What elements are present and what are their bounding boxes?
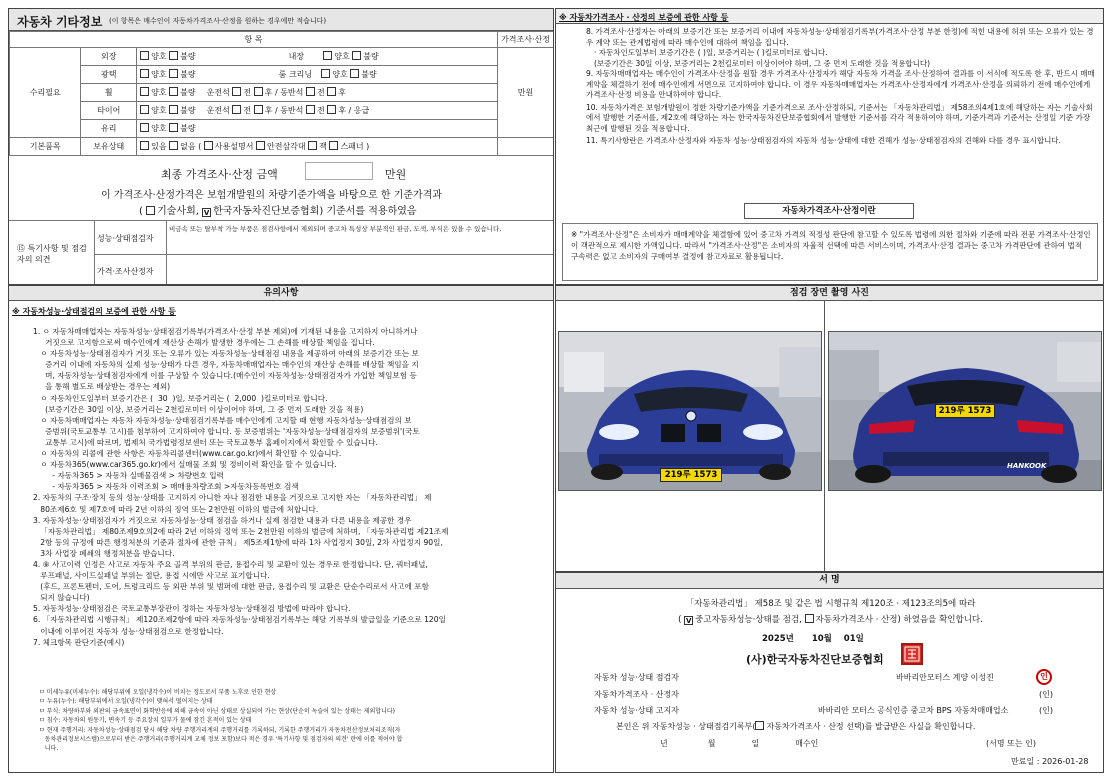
notes-line: ㅇ 자동차의 리콜에 관한 사항은 자동차리콜센터(www.car.go.kr)에서 확인할 수 있습니다.	[33, 449, 342, 459]
exterior-bad-checkbox[interactable]	[169, 51, 178, 60]
receipt-line: 본인은 위 자동차성능 · 상태점검기록부( 자동차가격조사 · 산정 선택)를 발급받은 사실을 확인합니다.	[616, 722, 976, 731]
lbl-glass: 유리	[81, 120, 137, 138]
repair-price-unit: 만원	[517, 88, 534, 97]
warranty-p8: 8. 가격조사·산정자는 아래의 보증기간 또는 보증거리 이내에 자동차성능·상태점검기록부(가격조사·산정 부분 한정)에 적힌 내용에 허위 또는 오류가 있는 경우 계약 또는 관계법령에 따라 매수인에 대하여 책임을 집니다.	[586, 27, 1094, 47]
buyer-sign-mark: (서명 또는 인)	[986, 739, 1036, 748]
notes-line: 「자동차관리법」 제80조제9호의2에 따라 2년 이하의 징역 또는 2천만원 이하의 벌금에 처하며, 「자동차관리법 제21조제	[33, 526, 449, 536]
rear-photo	[828, 331, 1102, 491]
basis-line: 이 가격조사·산정가격은 보험개발원의 차량기준가액을 바탕으로 한 기준가격과	[101, 190, 443, 201]
inspector-seal: 인	[1036, 669, 1052, 685]
sign-org: (사)한국자동차진단보증협회	[746, 653, 884, 666]
interior-bad-checkbox[interactable]	[352, 51, 361, 60]
special-notes-label: ⑮ 특기사항 및 점검자의 의견	[17, 244, 87, 264]
appraiser-label-cell	[95, 255, 167, 285]
tire-driver-rear-checkbox[interactable]	[254, 105, 263, 114]
buyer-date: 년 월 일 매수인	[660, 739, 819, 748]
spanner-checkbox[interactable]	[329, 141, 338, 150]
warranty-p9: 9. 자동차매매업자는 매수인이 가격조사·산정을 원할 경우 가격조사·산정자가 해당 자동차 가격을 조사·산정하여 결과를 이 서식에 적도록 한 후, 반드시 매매계약을 체결하기 전에 매수인에게 서면으로 고지하여야 합니다. 이 경우 자동차매매업자는 가격조사·산정자에게 가격조사·산정을 의뢰하기 전에 매수인에게 가격조사·산정 비용을 안내하여야 합니다.	[586, 69, 1095, 99]
wheel-driver-rear-checkbox[interactable]	[254, 87, 263, 96]
notes-line: 2. 자동차의 구조·장치 등의 성능·상태를 고지하지 아니한 자나 점검한 내용을 거짓으로 고지한 자는 「자동차관리법」 제	[33, 493, 432, 503]
signature-panel	[555, 572, 1104, 773]
sign-date	[762, 632, 864, 644]
buyer-label: 매수인	[795, 739, 819, 748]
notes-subtitle: ※ 자동차성능·상태점검의 보증에 관한 사항 등	[12, 307, 176, 316]
info-subtitle: (이 항목은 매수인이 자동차가격조사·산정을 원하는 경우에만 적습니다)	[109, 17, 327, 25]
inspector-note: 비금속 또는 탈부착 가능 부품은 점검사항에서 제외되며 중고차 특성상 부분적인 판금, 도색, 부식은 있을 수 있습니다.	[169, 225, 502, 233]
vehicle-other-info-panel	[8, 8, 554, 285]
notes-line: 2항 등의 규정에 따른 행정처분의 기준과 절차에 관한 규칙」 제5조제1항에 따라 1차 사업정지 30일, 2차 사업정지 90일,	[33, 537, 443, 547]
notes-line: 증범위(국토교통부 고시)를 첨부하여 고지하여야 합니다. 동 보증범위는 '자동차성능·상태점검자의 보증범위'(국토	[33, 426, 420, 436]
photos-divider	[824, 301, 825, 572]
wheel-row: 양호 불량 운전석 전 후 / 동반석 전 후	[137, 84, 498, 102]
notes-line: 5. 자동차성능·상태점검은 국토교통부장관이 정하는 자동차성능·상태점검 방법에 따라야 합니다.	[33, 604, 351, 614]
tire-pass-rear-checkbox[interactable]	[327, 105, 336, 114]
lbl-wheel: 휠	[81, 84, 137, 102]
notes-line: 을 통해 별도로 배상받는 경우는 제외)	[33, 382, 171, 392]
lbl-roomclean: 룸 크리닝	[278, 70, 313, 79]
front-plate: 219루 1573	[660, 468, 722, 482]
notes-line: (후드, 프론트펜더, 도어, 트렁크리드 등 외판 부위 및 범퍼에 대한 판금, 용접수리 및 교환은 단순수리로서 사고에 포함	[33, 582, 429, 592]
other-info-table	[9, 31, 554, 156]
lbl-owned: 보유상태	[81, 138, 137, 156]
notes-line: 거짓으로 고지함으로써 매수인에게 재산상 손해가 발생한 경우에는 그 손해를 배상할 책임을 집니다.	[33, 338, 375, 348]
lbl-gloss: 광택	[81, 66, 137, 84]
warranty-p8b: (보증기간은 30일 이상, 보증거리는 2천킬로미터 이상이어야 하며, 그 중 먼저 도래한 것을 적용합니다)	[594, 58, 931, 68]
wheel-pass-front-checkbox[interactable]	[306, 87, 315, 96]
lbl-exterior: 외장	[81, 48, 137, 66]
wheel-good-checkbox[interactable]	[140, 87, 149, 96]
criteria-line: ㅁ 미세누유(미세누수): 해당부위에 오일(냉각수)이 비치는 정도로서 부품 노후로 인한 현상	[39, 689, 277, 696]
glass-good-checkbox[interactable]	[140, 123, 149, 132]
appraiser-seal-mark: (인)	[1039, 690, 1053, 699]
warranty-p10: 10. 자동차가격은 보험개발원이 정한 차량기준가액을 기준가격으로 조사·산정하되, 기준서는 「자동차관리법」 제58조의4제1호에 해당하는 자는 기술사회에서 발행한 기준서를, 제2호에 해당하는 자는 한국자동차진단보증협회에서 발행한 기준서를 각각 적용하여야 하며, 기준가격과 기준서는 산정일 기준 가장 최근에 발행된 것을 적용합니다.	[586, 102, 1093, 133]
notes-line: 되지 않습니다)	[33, 593, 90, 603]
inspector-label: 성능·상태점검자	[97, 234, 154, 243]
signature-confirm-line: ( V중고자동차성능·상태를 점검, 자동차가격조사 · 산정) 하였음을 확인합니다.	[556, 613, 1104, 625]
receipt-appraisal-checkbox[interactable]	[755, 721, 764, 730]
notes-line: 증거리 이내에 자동차의 실제 성능·상태가 다른 경우, 자동차매매업자는 매수인의 재산상 손해를 배상할 책임을 지	[33, 360, 419, 370]
photos-panel	[555, 285, 1104, 572]
notes-line: 며, 자동차성능·상태점검자에게 이를 구상할 수 있습니다.(매수인이 자동차성능·상태점검자가 가입한 책임보험 등	[33, 371, 417, 381]
wheel-pass-rear-checkbox[interactable]	[327, 87, 336, 96]
notes-line: 80조제6호 및 제7호에 따라 2년 이하의 징역 또는 2천만원 이하의 벌금에 처합니다.	[33, 504, 319, 514]
notes-panel	[8, 285, 554, 773]
basis-options: ( 기술사회, V 한국자동차진단보증협회) 기준서를 적용하였음	[139, 202, 417, 217]
warranty-box-text: ※ "가격조사·산정"은 소비자가 매매계약을 체결함에 있어 중고차 가격의 적정성 판단에 참고할 수 있도록 법령에 의한 절차와 기준에 따라 전문 가격조사·산정인이 객관적으로 제시한 가액입니다. 따라서 "가격조사·산정"은 소비자의 자율적 선택에 따른 서비스이며, 가격조사·산정 결과는 중고차 가격판단에 관하여 법적 구속력은 없고 소비자의 구매여부 결정에 참고자료로 활용됩니다.	[571, 230, 1091, 261]
notes-criteria-list	[39, 688, 551, 754]
tire-driver-front-checkbox[interactable]	[232, 105, 241, 114]
exterior-row: 양호 불량 내장 양호 불량	[137, 48, 498, 66]
final-price-unit: 만원	[385, 168, 407, 181]
sign-month: 10월	[811, 634, 832, 644]
hdr-item: 항 목	[10, 32, 498, 48]
triangle-checkbox[interactable]	[256, 141, 265, 150]
criteria-line: ㅁ 누유(누수): 해당부위에서 오일(냉각수)이 맺혀서 떨어지는 상태	[39, 698, 213, 706]
basic-row: 있음 없음 ( 사용설명서 안전삼각대 잭 스패너 )	[137, 138, 498, 156]
glass-row: 양호 불량	[137, 120, 498, 138]
appraiser-label: 가격·조사산정자	[97, 267, 154, 276]
warranty-header	[556, 9, 1104, 24]
criteria-line: ㅁ 현재 주행거리: 자동차성능·상태점검 당시 해당 차량 주행거리계의 주행거리를 기록하되, 기록한 주행거리가 자동차전산정보처리조직(자	[39, 726, 401, 734]
notes-line: 교통부 고시)에 따르며, 법제처 국가법령정보센터 또는 국토교통부 홈페이지에서 확인할 수 있습니다.	[33, 437, 378, 447]
warranty-p8a: · 자동차인도일부터 보증기간은 ( )일, 보증거리는 ( )킬로미터로 합니다.	[594, 48, 828, 57]
reporter-sign-label: 자동차 성능·상태 고지자	[594, 706, 679, 715]
signature-title: 서 명	[556, 573, 1103, 589]
notes-line: 3. 자동차성능·상태점검자가 거짓으로 자동차성능·상태 점검을 하거나 실제 점검한 내용과 다른 내용을 제공한 경우	[33, 515, 412, 525]
tire-row: 양호 불량 운전석 전 후 / 동반석 전 후 / 응급	[137, 102, 498, 120]
warranty-p11: 11. 특기사항란은 가격조사·산정자와 자동차 성능·상태점검자의 자동차 성능·상태에 대한 견해가 성능·상태점검자의 견해와 다를 경우 표시합니다.	[586, 136, 1062, 145]
notes-line: - 자동차365 > 자동차 실매물검색 > 차량번호 입력	[33, 471, 224, 481]
org-seal-icon	[903, 645, 921, 663]
inspector-note-cell	[167, 221, 554, 255]
criteria-line: ㅁ 침수: 자동차의 원동기, 변속기 등 주요장치 일부가 물에 잠긴 흔적이 있는 상태	[39, 717, 252, 725]
reporter-sign-value: 바바리안 모터스 공식인증 중고차 BPS 자동차매매업소	[818, 706, 1009, 715]
notes-line: 6. 「자동차관리법 시행규칙」 제120조제2항에 따라 자동차성능·상태점검기록부는 해당 기록부의 발급일을 기준으로 120일	[33, 615, 446, 625]
confirm-appraisal-checkbox[interactable]	[805, 614, 814, 623]
notes-line: 1. ㅇ 자동차매매업자는 자동차성능·상태점검기록부(가격조사·산정 부분 제외)에 기재된 내용을 고지하지 아니하거나	[33, 327, 418, 336]
price-warranty-panel	[555, 8, 1104, 285]
criteria-line: 동차관리정보시스템)으로부터 받은 주행거리(주행거리계 교체 정보 포함)보다 적은 경우 '특기사항 및 점검자의 의견' 란에 이를 적어야 합	[39, 736, 403, 744]
photos-title: 점검 장면 촬영 사진	[556, 286, 1103, 301]
exterior-good-checkbox[interactable]	[140, 51, 149, 60]
final-price-input[interactable]	[305, 162, 373, 180]
manual-checkbox[interactable]	[204, 141, 213, 150]
notes-line: 4. ⑨ 사고이력 인정은 사고로 자동차 주요 골격 부위의 판금, 용접수리 및 교환이 있는 경우로 한정합니다. 단, 쿼터패널,	[33, 559, 428, 569]
final-price-block	[9, 159, 554, 221]
notes-line: ㅇ 자동차성능·상태점검자가 거짓 또는 오류가 있는 자동차성능·상태점검 내용을 제공하여 아래의 보증기간 또는 보	[33, 349, 419, 359]
cat-repair: 수리필요	[10, 48, 81, 138]
warranty-text	[586, 27, 1096, 147]
lbl-interior: 내장	[288, 52, 305, 61]
notes-line: 7. 체크항목 판단기준(예시)	[33, 637, 125, 647]
notes-line: ㅇ 자동차365(www.car365.go.kr)에서 실매물 조회 및 정비이력 확인을 할 수 있습니다.	[33, 460, 337, 470]
notes-line: ㅇ 자동차매매업자는 자동차 자동차성능·상태점검기록부를 매수인에게 고지할 때 현행 자동차성능·상태점검의 보	[33, 415, 412, 425]
notes-line: ㅇ 자동차인도일부터 보증기간은 ( 30 )일, 보증거리는 ( 2,000 )킬로미터로 합니다.	[33, 393, 328, 403]
wheel-bad-checkbox[interactable]	[169, 87, 178, 96]
tire-good-checkbox[interactable]	[140, 105, 149, 114]
gloss-row: 양호 불량 룸 크리닝 양호 불량	[137, 66, 498, 84]
notes-line: 이내에 이루어진 자동차 성능·상태점검으로 한정합니다.	[33, 626, 224, 636]
appraiser-sign-label: 자동차가격조사 · 산정자	[594, 690, 679, 699]
expiry-date: 만료일 : 2026-01-28	[1011, 757, 1089, 766]
inspector-label-cell	[95, 221, 167, 255]
front-photo	[558, 331, 822, 491]
tire-bad-checkbox[interactable]	[169, 105, 178, 114]
glass-bad-checkbox[interactable]	[169, 123, 178, 132]
basic-have-checkbox[interactable]	[140, 141, 149, 150]
info-title: 자동차 기타정보	[17, 15, 103, 29]
basic-price-cell	[498, 138, 554, 156]
wheel-driver-front-checkbox[interactable]	[232, 87, 241, 96]
sign-year: 2025년	[762, 634, 794, 644]
reporter-seal-mark: (인)	[1039, 706, 1053, 715]
criteria-line: 니다.	[39, 745, 59, 753]
inspector-sign-value: 바바리안모터스 계양 이성진	[896, 673, 994, 682]
interior-good-checkbox[interactable]	[323, 51, 332, 60]
rear-tire-brand: HANKOOK	[1007, 462, 1047, 470]
final-price-label: 최종 가격조사·산정 금액	[161, 168, 278, 181]
gloss-bad-checkbox[interactable]	[169, 69, 178, 78]
signature-law-line: 「자동차관리법」 제58조 및 같은 법 시행규칙 제120조 · 제123조의5에 따라	[685, 599, 976, 609]
sign-day: 01일	[843, 634, 864, 644]
notes-line: 루프패널, 사이드실패널 부위는 절단, 용접 시에만 사고로 표기합니다.	[33, 571, 270, 581]
warranty-title: ※ 자동차가격조사 · 산정의 보증에 관한 사항 등	[559, 13, 729, 22]
roomclean-bad-checkbox[interactable]	[350, 69, 359, 78]
roomclean-good-checkbox[interactable]	[321, 69, 330, 78]
hdr-price: 가격조사·산정	[498, 32, 554, 48]
basis-tech-checkbox[interactable]	[146, 206, 155, 215]
org-seal-stamp	[901, 643, 923, 665]
notes-line: - 자동차365 > 자동차 이력조회 > 매매용차량조회 >자동차등록번호 검색	[33, 482, 299, 492]
notes-line: 3차 사업장 폐쇄의 행정처분을 받습니다.	[33, 548, 175, 558]
cat-basic: 기본품목	[10, 138, 81, 156]
basis-kaida-checkbox[interactable]	[202, 208, 211, 217]
warranty-box-title: 자동차가격조사·산정이란	[744, 203, 914, 219]
basic-none-checkbox[interactable]	[169, 141, 178, 150]
special-notes-label-cell	[9, 221, 95, 285]
jack-checkbox[interactable]	[308, 141, 317, 150]
info-header	[9, 9, 554, 31]
lbl-tire: 타이어	[81, 102, 137, 120]
warranty-box	[562, 223, 1098, 281]
notes-title: 유의사항	[9, 286, 553, 301]
criteria-line: ㅁ 부식: 차량하부와 외판의 금속표면이 화학반응에 의해 금속이 아닌 상태로 상실되어 가는 현상(단순히 녹슬어 있는 상태는 제외합니다)	[39, 707, 396, 715]
gloss-good-checkbox[interactable]	[140, 69, 149, 78]
confirm-inspection-checkbox[interactable]	[684, 616, 693, 625]
notes-line: (보증기간은 30일 이상, 보증거리는 2천킬로미터 이상이어야 하며, 그 중 먼저 도래한 것을 적용)	[33, 404, 364, 414]
tire-pass-front-checkbox[interactable]	[306, 105, 315, 114]
rear-plate: 219루 1573	[935, 404, 995, 418]
repair-price-cell	[498, 48, 554, 138]
inspector-sign-label: 자동차 성능·상태 점검자	[594, 673, 679, 682]
notes-list	[33, 326, 551, 648]
